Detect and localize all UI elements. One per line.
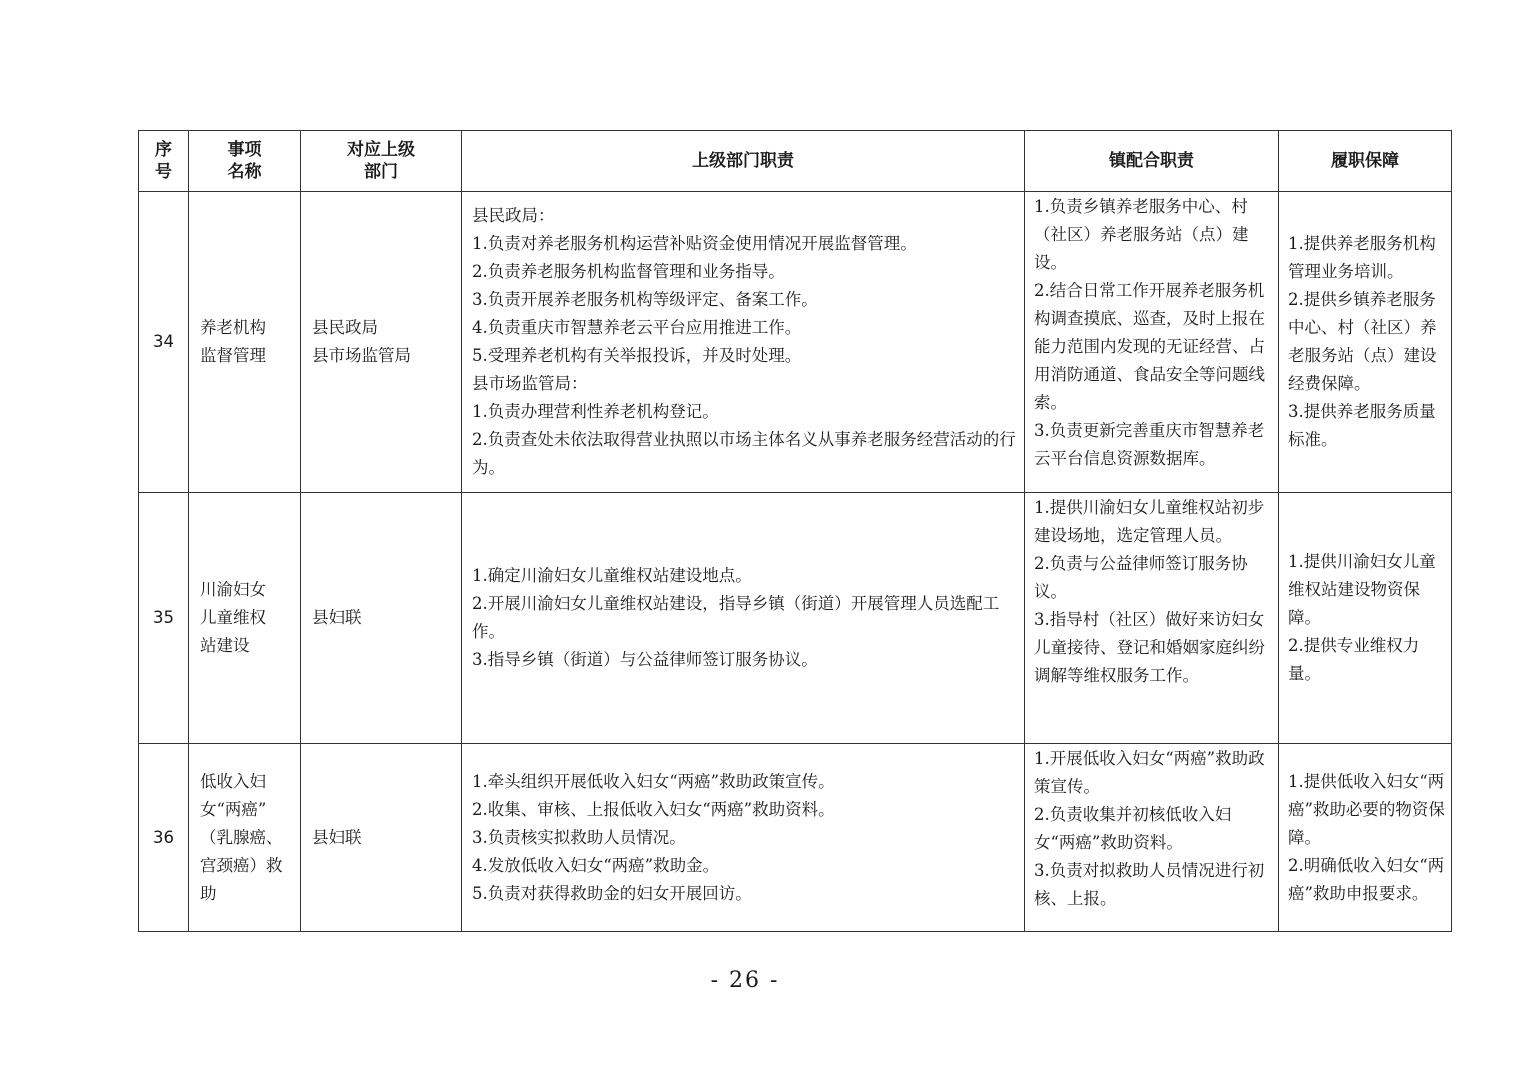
cell-line: 5.受理养老机构有关举报投诉，并及时处理。 — [472, 346, 802, 365]
cell-line: 县妇联 — [312, 827, 362, 847]
cell-line: 2.负责与公益律师签订服务协议。 — [1034, 554, 1248, 601]
cell-line: 宫颈癌）救 — [200, 855, 283, 875]
duty-table — [138, 130, 1452, 932]
cell-line: 女“两癌” — [200, 799, 267, 819]
item-name — [189, 744, 301, 932]
cell-line: 低收入妇 — [200, 771, 266, 791]
superior-department — [301, 192, 462, 493]
header-superior-department — [301, 131, 462, 192]
cell-line: 1.提供川渝妇女儿童维权站建设物资保障。 — [1288, 552, 1436, 627]
item-name — [189, 493, 301, 744]
row-number: 36 — [139, 744, 189, 932]
row-number: 34 — [139, 192, 189, 493]
cell-line: 儿童维权 — [200, 608, 266, 627]
cell-line: 3.负责核实拟救助人员情况。 — [472, 827, 686, 847]
row-number: 35 — [139, 493, 189, 744]
town-duties — [1025, 493, 1279, 744]
cell-line: 站建设 — [200, 636, 250, 655]
cell-line: （乳腺癌、 — [200, 827, 283, 847]
cell-line: 4.负责重庆市智慧养老云平台应用推进工作。 — [472, 318, 802, 337]
cell-line: 2.负责收集并初核低收入妇女“两癌”救助资料。 — [1034, 805, 1232, 852]
header-town-duties: 镇配合职责 — [1025, 131, 1279, 192]
superior-department — [301, 493, 462, 744]
cell-line: 监督管理 — [200, 346, 266, 365]
cell-line: 2.结合日常工作开展养老服务机构调查摸底、巡查，及时上报在能力范围内发现的无证经营、占用消防通道、食品安全等问题线索。 — [1034, 281, 1265, 412]
cell-line: 1.确定川渝妇女儿童维权站建设地点。 — [472, 566, 752, 585]
cell-line: 号 — [155, 162, 172, 182]
cell-line: 2.明确低收入妇女“两癌”救助申报要求。 — [1288, 855, 1445, 903]
guarantee — [1279, 744, 1452, 932]
cell-line: 2.负责查处未依法取得营业执照以市场主体名义从事养老服务经营活动的行为。 — [472, 430, 1016, 477]
cell-line: 1.提供川渝妇女儿童维权站初步建设场地，选定管理人员。 — [1034, 498, 1265, 545]
cell-line: 1.提供养老服务机构管理业务培训。 — [1288, 234, 1436, 281]
cell-line: 对应上级 — [347, 140, 415, 160]
cell-line: 1.牵头组织开展低收入妇女“两癌”救助政策宣传。 — [472, 771, 835, 791]
cell-line: 序 — [155, 140, 172, 160]
table-row — [139, 493, 1452, 744]
cell-line: 3.负责开展养老服务机构等级评定、备案工作。 — [472, 290, 818, 309]
header-serial-number — [139, 131, 189, 192]
town-duties — [1025, 744, 1279, 932]
table-header — [139, 131, 1452, 192]
cell-line: 养老机构 — [200, 318, 266, 337]
cell-line: 县民政局 — [312, 318, 378, 337]
item-name — [189, 192, 301, 493]
header-superior-duties: 上级部门职责 — [462, 131, 1025, 192]
guarantee — [1279, 493, 1452, 744]
header-row — [139, 131, 1452, 192]
guarantee — [1279, 192, 1452, 493]
superior-department — [301, 744, 462, 932]
cell-line: 事项 — [227, 140, 262, 160]
cell-line: 县市场监管局 — [312, 346, 411, 365]
cell-line: 2.提供专业维权力量。 — [1288, 636, 1420, 683]
cell-line: 2.收集、审核、上报低收入妇女“两癌”救助资料。 — [472, 799, 835, 819]
cell-line: 3.负责对拟救助人员情况进行初核、上报。 — [1034, 861, 1265, 908]
cell-line: 县市场监管局： — [472, 374, 588, 393]
cell-line: 川渝妇女 — [200, 580, 266, 599]
cell-line: 1.负责办理营利性养老机构登记。 — [472, 402, 719, 421]
cell-line: 2.负责养老服务机构监督管理和业务指导。 — [472, 262, 785, 281]
cell-line: 县民政局： — [472, 206, 555, 225]
cell-line: 1.负责对养老服务机构运营补贴资金使用情况开展监督管理。 — [472, 234, 917, 253]
cell-line: 助 — [200, 883, 217, 903]
cell-line: 3.负责更新完善重庆市智慧养老云平台信息资源数据库。 — [1034, 421, 1265, 468]
header-guarantee: 履职保障 — [1279, 131, 1452, 192]
header-item-name — [189, 131, 301, 192]
cell-line: 3.指导村（社区）做好来访妇女儿童接待、登记和婚姻家庭纠纷调解等维权服务工作。 — [1034, 610, 1265, 685]
cell-line: 1.开展低收入妇女“两癌”救助政策宣传。 — [1034, 749, 1265, 796]
cell-line: 2.开展川渝妇女儿童维权站建设，指导乡镇（街道）开展管理人员选配工作。 — [472, 594, 1000, 641]
cell-line: 5.负责对获得救助金的妇女开展回访。 — [472, 883, 752, 903]
table-body — [139, 192, 1452, 932]
cell-line: 4.发放低收入妇女“两癌”救助金。 — [472, 855, 720, 875]
cell-line: 部门 — [364, 162, 398, 182]
superior-duties — [462, 744, 1025, 932]
table-row — [139, 192, 1452, 493]
cell-line: 名称 — [227, 162, 262, 182]
table-row — [139, 744, 1452, 932]
cell-line: 县妇联 — [312, 608, 362, 627]
cell-line: 1.负责乡镇养老服务中心、村（社区）养老服务站（点）建设。 — [1034, 197, 1249, 272]
superior-duties — [462, 493, 1025, 744]
town-duties — [1025, 192, 1279, 493]
cell-line: 3.提供养老服务质量标准。 — [1288, 402, 1436, 449]
superior-duties — [462, 192, 1025, 493]
cell-line: 1.提供低收入妇女“两癌”救助必要的物资保障。 — [1288, 771, 1445, 847]
page-number: - 26 - — [710, 968, 780, 993]
cell-line: 3.指导乡镇（街道）与公益律师签订服务协议。 — [472, 650, 818, 669]
cell-line: 2.提供乡镇养老服务中心、村（社区）养老服务站（点）建设经费保障。 — [1288, 290, 1437, 393]
